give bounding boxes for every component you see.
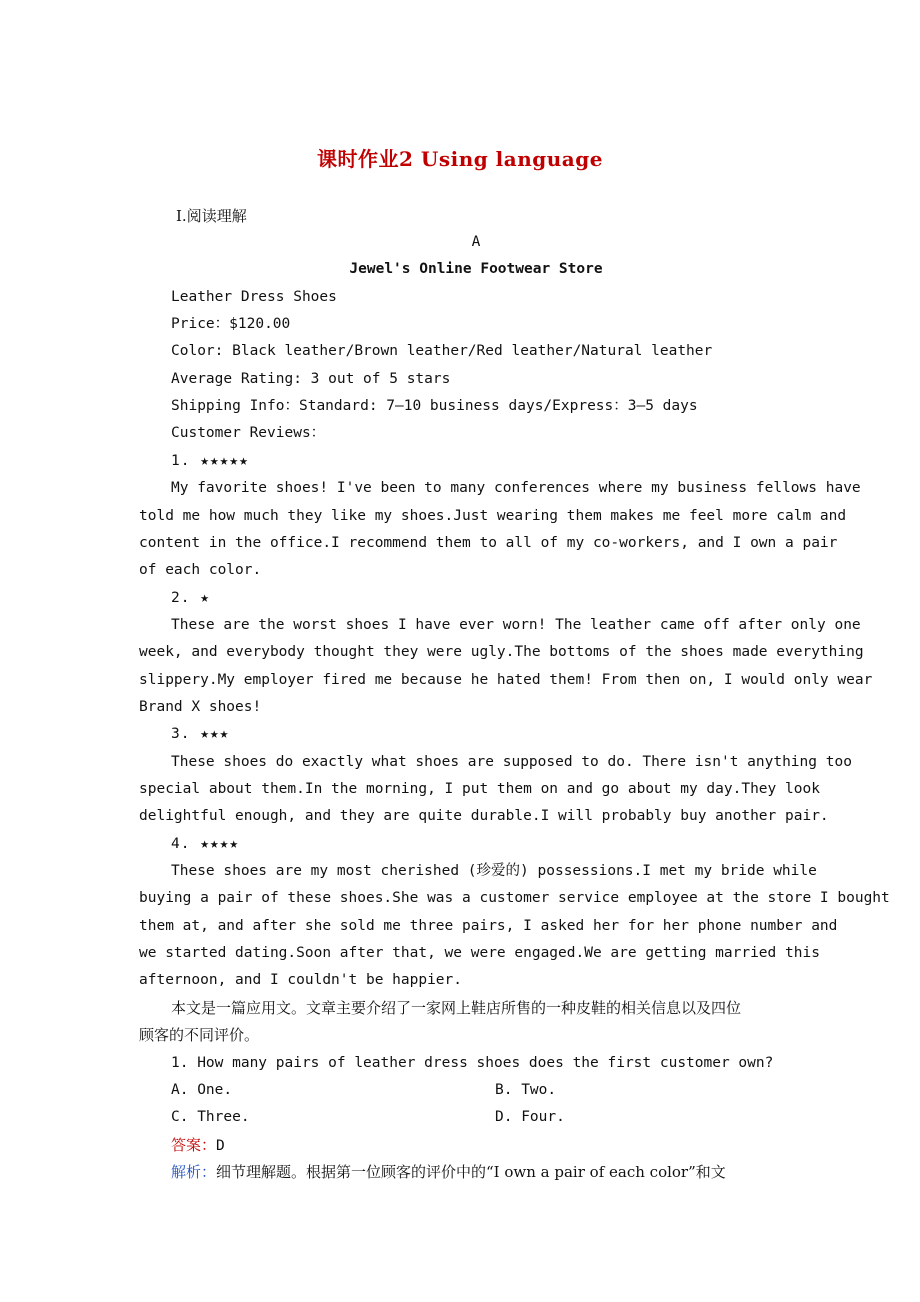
product-rating: Average Rating: 3 out of 5 stars (171, 371, 451, 387)
review-text-line: My favorite shoes! I've been to many conferences where my business fellows have (171, 480, 861, 496)
review-rating: 3. ★★★ (171, 726, 230, 742)
shipping-info: Shipping Info：Standard: 7—10 business days/Express：3—5 days (171, 398, 698, 414)
review-text-line: week, and everybody thought they were ugly.The bottoms of the shoes made everything (139, 644, 864, 660)
product-price: Price：$120.00 (171, 316, 291, 332)
section-heading: Ⅰ.阅读理解 (176, 207, 247, 225)
review-text-line: slippery.My employer fired me because he hated them! From then on, I would only wear (139, 672, 873, 688)
review-text-line: content in the office.I recommend them to all of my co-workers, and I own a pair (139, 535, 838, 551)
review-text-line: we started dating.Soon after that, we were engaged.We are getting married this (139, 945, 820, 961)
review-text-line: special about them.In the morning, I put them on and go about my day.They look (139, 781, 820, 797)
product-name: Leather Dress Shoes (171, 289, 337, 305)
summary-line: 顾客的不同评价。 (139, 1026, 260, 1044)
summary-line: 本文是一篇应用文。文章主要介绍了一家网上鞋店所售的一种皮鞋的相关信息以及四位 (171, 999, 742, 1017)
review-rating: 1. ★★★★★ (171, 453, 249, 469)
review-rating: 4. ★★★★ (171, 836, 240, 852)
review-text-line: Brand X shoes! (139, 699, 262, 715)
option-b: B. Two. (495, 1082, 557, 1098)
option-c: C. Three. (171, 1109, 250, 1125)
answer-value: D (216, 1138, 225, 1154)
review-text-line: buying a pair of these shoes.She was a customer service employee at the store I bought (139, 890, 890, 906)
review-text-line: afternoon, and I couldn't be happier. (139, 972, 463, 988)
answer-label: 答案： (171, 1136, 217, 1154)
passage-label: A (471, 234, 481, 250)
review-text-line: These are the worst shoes I have ever worn! The leather came off after only one (171, 617, 861, 633)
analysis-text: 细节理解题。根据第一位顾客的评价中的“I own a pair of each color”和文 (216, 1163, 726, 1181)
review-text-line: These shoes are my most cherished (珍爱的) possessions.I met my bride while (171, 863, 817, 879)
product-colors: Color: Black leather/Brown leather/Red leather/Natural leather (171, 343, 713, 359)
store-name: Jewel's Online Footwear Store (349, 261, 603, 277)
analysis-label: 解析： (171, 1163, 217, 1181)
review-text-line: These shoes do exactly what shoes are supposed to do. There isn't anything too (171, 754, 852, 770)
analysis-line (171, 1162, 726, 1182)
review-text-line: of each color. (139, 562, 262, 578)
review-rating: 2. ★ (171, 590, 210, 606)
page-title: 课时作业2 Using language (317, 147, 603, 171)
review-text-line: told me how much they like my shoes.Just wearing them makes me feel more calm and (139, 508, 847, 524)
option-a: A. One. (171, 1082, 233, 1098)
answer-line (171, 1135, 225, 1156)
question-stem: 1. How many pairs of leather dress shoes does the first customer own? (171, 1055, 774, 1071)
review-text-line: them at, and after she sold me three pairs, I asked her for her phone number and (139, 918, 838, 934)
option-d: D. Four. (495, 1109, 565, 1125)
reviews-heading: Customer Reviews： (171, 425, 326, 441)
review-text-line: delightful enough, and they are quite durable.I will probably buy another pair. (139, 808, 829, 824)
